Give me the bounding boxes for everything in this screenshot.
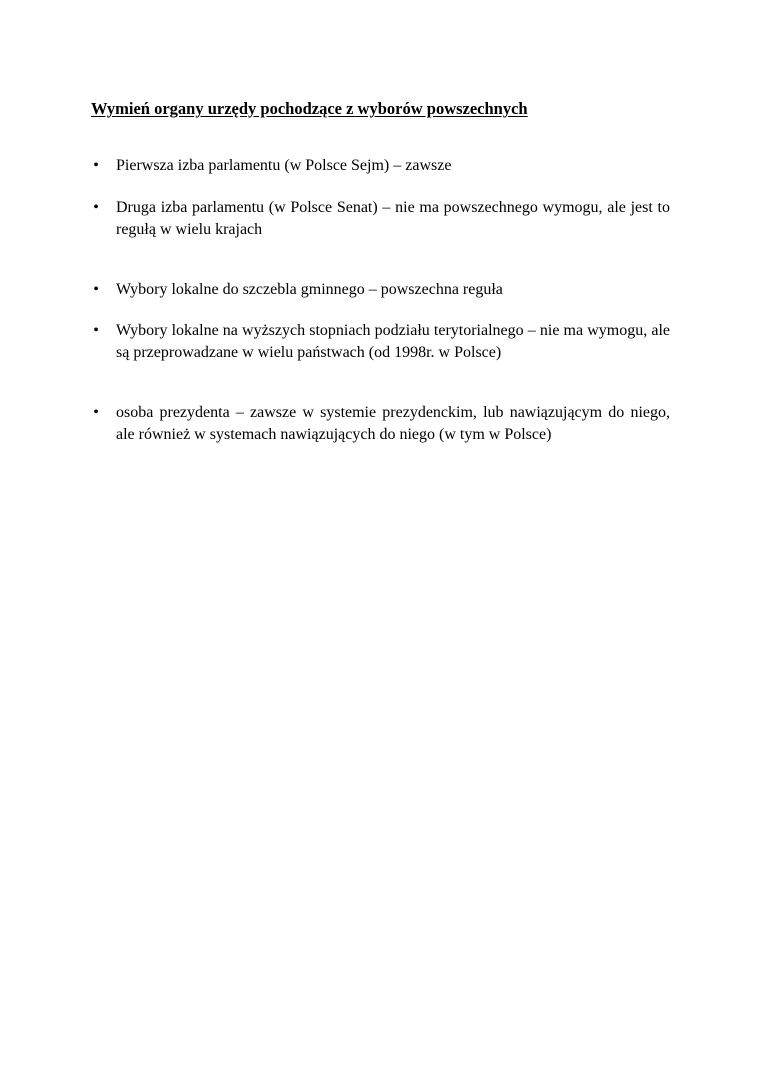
document-title: Wymień organy urzędy pochodzące z wyborów powszechnych [91, 99, 528, 118]
list-item-text: osoba prezydenta – zawsze w systemie prezydenckim, lub nawiązującym do niego, ale również w systemach nawiązujących do niego (w tym w Polsce) [116, 404, 670, 443]
bullet-icon: • [93, 157, 99, 174]
list-item-text: Wybory lokalne do szczebla gminnego – powszechna reguła [116, 281, 503, 298]
list-item-text: Druga izba parlamentu (w Polsce Senat) – nie ma powszechnego wymogu, ale jest to regułą w wielu krajach [116, 199, 670, 238]
bullet-icon: • [93, 199, 99, 216]
bullet-icon: • [93, 281, 99, 298]
list-item-text: Pierwsza izba parlamentu (w Polsce Sejm) – zawsze [116, 157, 452, 174]
list-item-text: Wybory lokalne na wyższych stopniach podziału terytorialnego – nie ma wymogu, ale są przeprowadzane w wielu państwach (od 1998r. w Polsce) [116, 322, 670, 361]
bullet-icon: • [93, 404, 99, 421]
bullet-icon: • [93, 322, 99, 339]
